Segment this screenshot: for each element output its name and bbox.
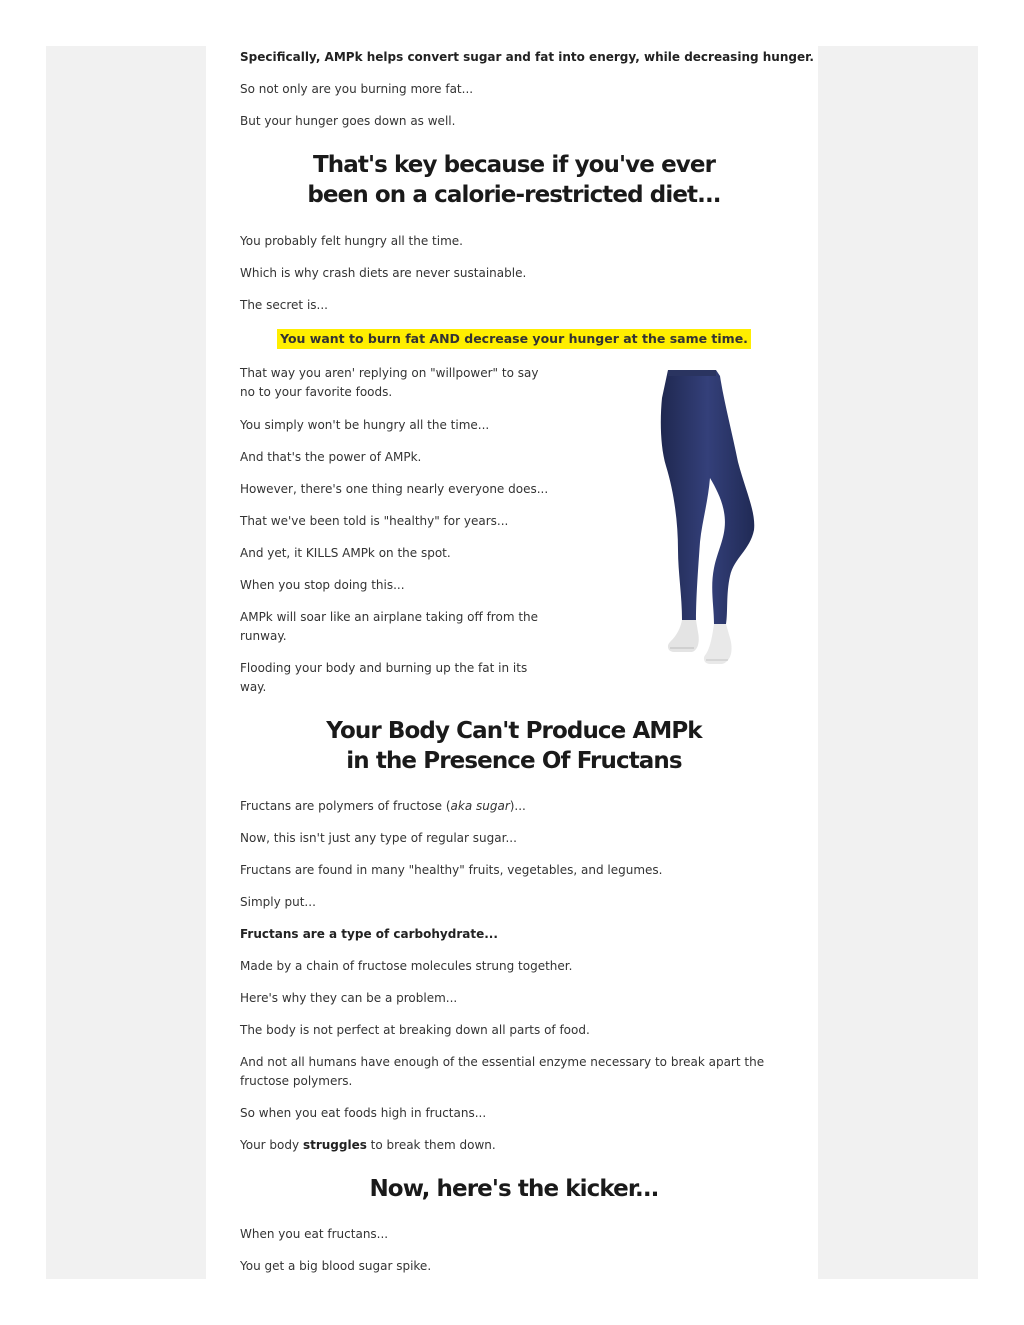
paragraph: That way you aren' replying on "willpower" to say no to your favorite foods. — [240, 366, 539, 399]
paragraph: Fructans are a type of carbohydrate... — [240, 927, 498, 941]
section-heading — [240, 150, 788, 210]
paragraph: But your hunger goes down as well. — [240, 114, 456, 128]
paragraph: The secret is... — [240, 298, 328, 312]
left-gutter — [46, 46, 206, 1279]
paragraph: When you eat fructans... — [240, 1227, 389, 1241]
heading-line: been on a calorie-restricted diet... — [307, 182, 721, 208]
paragraph: Flooding your body and burning up the fat in its way. — [240, 661, 528, 694]
right-gutter — [818, 46, 978, 1279]
heading-line: Your Body Can't Produce AMPk — [326, 718, 702, 744]
paragraph: Your body struggles to break them down. — [240, 1138, 496, 1152]
paragraph: Simply put... — [240, 895, 316, 909]
paragraph: That we've been told is "healthy" for years... — [240, 514, 509, 528]
paragraph: So not only are you burning more fat... — [240, 82, 474, 96]
section-heading — [240, 716, 788, 776]
leggings-image — [654, 362, 764, 672]
paragraph: Fructans are polymers of fructose (aka sugar)... — [240, 799, 526, 813]
paragraph: Here's why they can be a problem... — [240, 991, 458, 1005]
paragraph: Now, this isn't just any type of regular sugar... — [240, 831, 517, 845]
paragraph-ampk-intro: Specifically, AMPk helps convert sugar and fat into energy, while decreasing hunger. — [240, 50, 814, 64]
heading-line: That's key because if you've ever — [312, 152, 716, 178]
paragraph: So when you eat foods high in fructans... — [240, 1106, 487, 1120]
bold-word: struggles — [302, 1138, 367, 1152]
paragraph: And yet, it KILLS AMPk on the spot. — [240, 546, 451, 560]
paragraph: AMPk will soar like an airplane taking off from the runway. — [240, 610, 539, 643]
highlight-text: You want to burn fat AND decrease your hunger at the same time. — [277, 329, 751, 349]
paragraph: You probably felt hungry all the time. — [240, 234, 463, 248]
emphasis: aka sugar — [450, 799, 510, 813]
paragraph: Which is why crash diets are never sustainable. — [240, 266, 527, 280]
paragraph: Fructans are found in many "healthy" fruits, vegetables, and legumes. — [240, 863, 663, 877]
highlight-callout — [240, 328, 788, 349]
heading-line: in the Presence Of Fructans — [346, 748, 682, 774]
paragraph: When you stop doing this... — [240, 578, 405, 592]
paragraph: You simply won't be hungry all the time... — [240, 418, 490, 432]
paragraph: Made by a chain of fructose molecules strung together. — [240, 959, 573, 973]
paragraph: You get a big blood sugar spike. — [240, 1259, 432, 1273]
paragraph: The body is not perfect at breaking down all parts of food. — [240, 1023, 590, 1037]
paragraph: And that's the power of AMPk. — [240, 450, 422, 464]
paragraph: However, there's one thing nearly everyone does... — [240, 482, 549, 496]
section-heading: Now, here's the kicker... — [369, 1176, 659, 1202]
paragraph: And not all humans have enough of the essential enzyme necessary to break apart the fructose polymers. — [240, 1055, 765, 1088]
